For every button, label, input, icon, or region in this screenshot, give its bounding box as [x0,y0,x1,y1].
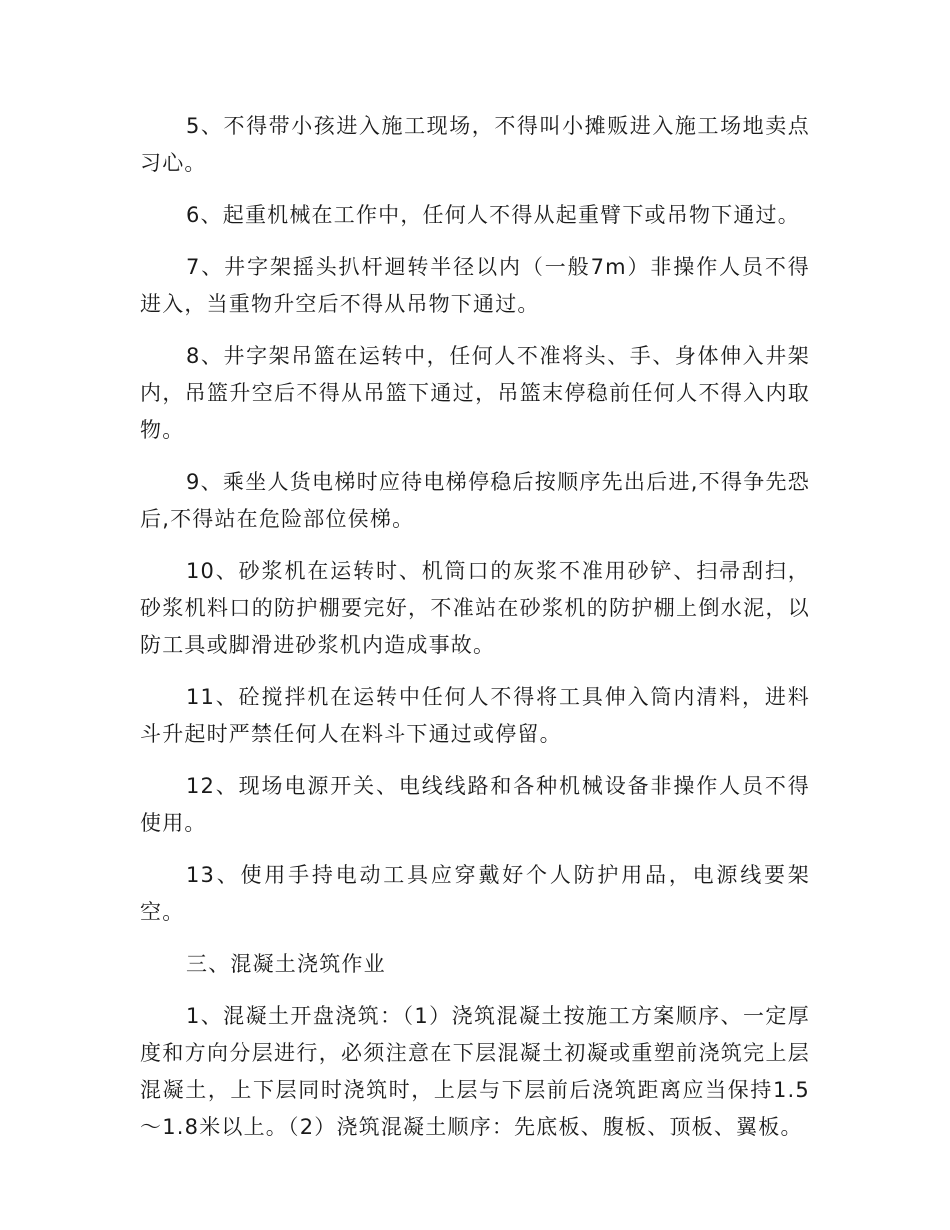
paragraph-item-11: 11、砼搅拌机在运转中任何人不得将工具伸入筒内清料，进料斗升起时严禁任何人在料斗下通过或停留。 [140,685,810,746]
paragraph-item-10: 10、砂浆机在运转时、机筒口的灰浆不准用砂铲、扫帚刮扫，砂浆机料口的防护棚要完好，不准站在砂浆机的防护棚上倒水泥，以防工具或脚滑进砂浆机内造成事故。 [140,559,810,657]
paragraph-item-8: 8、井字架吊篮在运转中，任何人不准将头、手、身体伸入井架内，吊篮升空后不得从吊篮下通过，吊篮末停稳前任何人不得入内取物。 [140,344,810,442]
paragraph-item-13: 13、使用手持电动工具应穿戴好个人防护用品，电源线要架空。 [140,863,810,924]
section-heading: 三、混凝土浇筑作业 [186,952,386,976]
paragraph-item-12: 12、现场电源开关、电线线路和各种机械设备非操作人员不得使用。 [140,774,810,835]
paragraph-item-7: 7、井字架摇头扒杆迴转半径以内（一般7m）非操作人员不得进入，当重物升空后不得从吊物下通过。 [140,255,810,316]
document-body [140,108,810,1161]
paragraph-concrete-pouring: 1、混凝土开盘浇筑：（1）浇筑混凝土按施工方案顺序、一定厚度和方向分层进行，必须注意在下层混凝土初凝或重塑前浇筑完上层混凝土，上下层同时浇筑时，上层与下层前后浇筑距离应当保持1.5～1.8米以上。（2）浇筑混凝土顺序：先底板、腹板、顶板、翼板。 [140,1004,810,1139]
paragraph-item-6: 6、起重机械在工作中，任何人不得从起重臂下或吊物下通过。 [186,203,800,227]
paragraph-item-9: 9、乘坐人货电梯时应待电梯停稳后按顺序先出后进,不得争先恐后,不得站在危险部位侯梯。 [140,470,810,531]
paragraph-item-5: 5、不得带小孩进入施工现场，不得叫小摊贩进入施工场地卖点习心。 [140,114,810,175]
